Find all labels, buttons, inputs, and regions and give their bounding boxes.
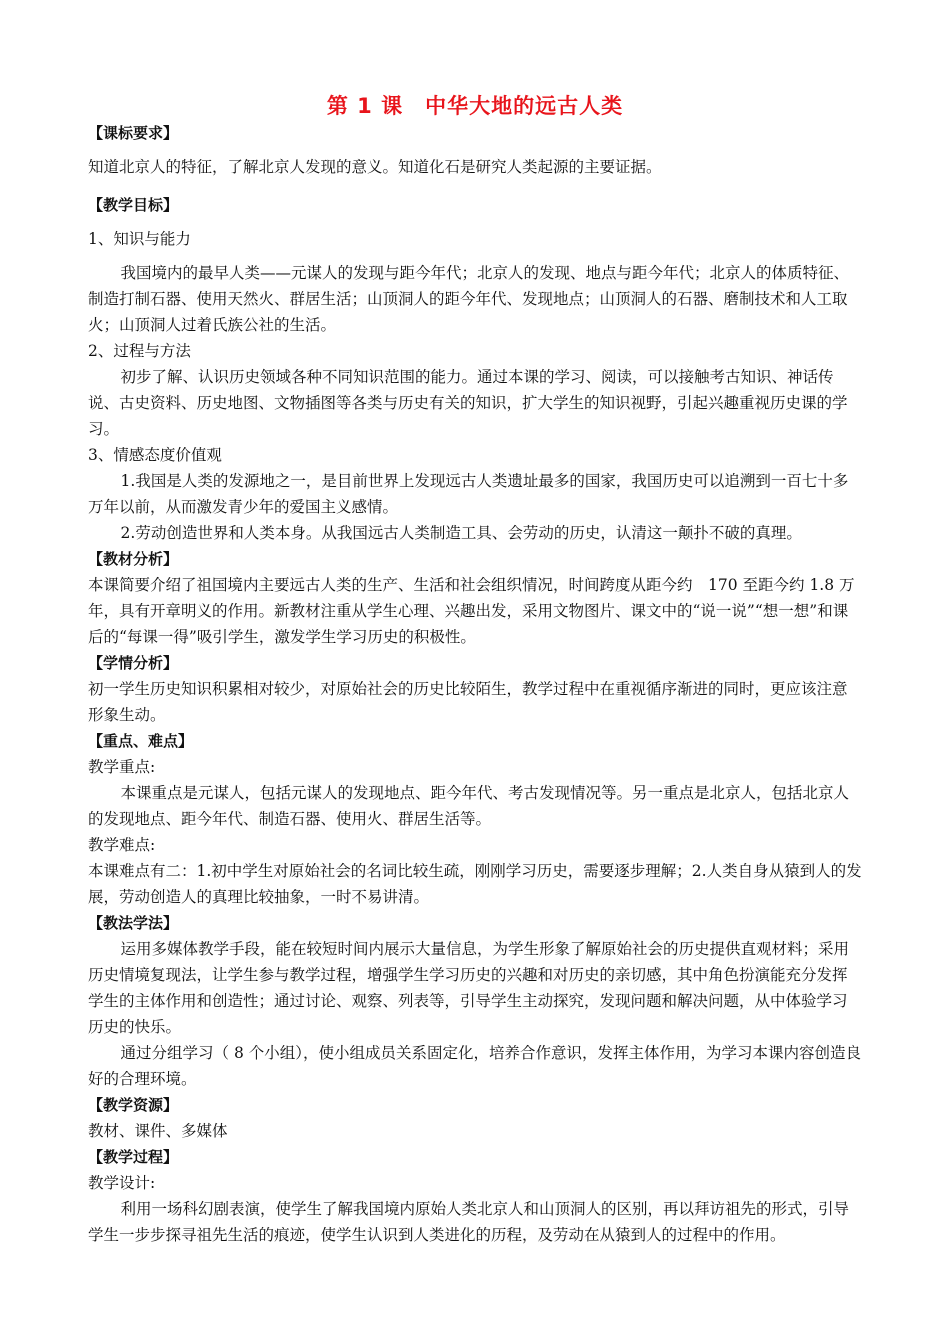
document-body [88, 120, 862, 1248]
mubiao-knowledge-text: 我国境内的最早人类——元谋人的发现与距今年代；北京人的发现、地点与距今年代；北京人的体质特征、制造打制石器、使用天然火、群居生活；山顶洞人的距今年代、发现地点；山顶洞人的石器、磨制技术和人工取火；山顶洞人过着氏族公社的生活。 [88, 264, 850, 334]
section-heading-jiaocai: 【教材分析】 [88, 550, 179, 568]
kebiao-text: 知道北京人的特征，了解北京人发现的意义。知道化石是研究人类起源的主要证据。 [88, 158, 662, 176]
xueqing-text: 初一学生历史知识积累相对较少，对原始社会的历史比较陌生，教学过程中在重视循序渐进的同时，更应该注意形象生动。 [88, 680, 848, 724]
jiaofa-text-1: 运用多媒体教学手段，能在较短时间内展示大量信息，为学生形象了解原始社会的历史提供直观材料；采用历史情境复现法，让学生参与教学过程，增强学生学习历史的兴趣和对历史的亲切感，其中角色扮演能充分发挥学生的主体作用和创造性；通过讨论、观察、列表等，引导学生主动探究，发现问题和解决问题，从中体验学习历史的快乐。 [88, 940, 850, 1036]
mubiao-sub-attitude: 3、情感态度价值观 [88, 446, 222, 464]
ziyuan-text: 教材、课件、多媒体 [88, 1122, 228, 1140]
document-title: 第 1 课 中华大地的远古人类 [326, 94, 624, 118]
jiaofa-text-2: 通过分组学习（ 8 个小组），使小组成员关系固定化，培养合作意识，发挥主体作用，为学习本课内容创造良好的合理环境。 [88, 1044, 862, 1088]
section-heading-xueqing: 【学情分析】 [88, 654, 179, 672]
mubiao-process-text: 初步了解、认识历史领域各种不同知识范围的能力。通过本课的学习、阅读，可以接触考古知识、神话传说、古史资料、历史地图、文物插图等各类与历史有关的知识，扩大学生的知识视野，引起兴趣重视历史课的学习。 [88, 368, 848, 438]
jiaocai-text: 本课简要介绍了祖国境内主要远古人类的生产、生活和社会组织情况，时间跨度从距今约 170 至距今约 1.8 万年，具有开章明义的作用。新教材注重从学生心理、兴趣出发，采用文物图片、课文中的“说一说”“想一想”和课后的“每课一得”吸引学生，激发学生学习历史的积极性。 [88, 576, 855, 646]
zhongdian-label-difficult: 教学难点: [88, 836, 156, 854]
section-heading-guocheng: 【教学过程】 [88, 1148, 179, 1166]
mubiao-sub-process: 2、过程与方法 [88, 342, 191, 360]
guocheng-text: 利用一场科幻剧表演，使学生了解我国境内原始人类北京人和山顶洞人的区别，再以拜访祖先的形式，引导学生一步步探寻祖先生活的痕迹，使学生认识到人类进化的历程，及劳动在从猿到人的过程中的作用。 [88, 1200, 850, 1244]
section-heading-ziyuan: 【教学资源】 [88, 1096, 179, 1114]
zhongdian-label-key: 教学重点: [88, 758, 156, 776]
mubiao-attitude-item-1: 1.我国是人类的发源地之一，是目前世界上发现远古人类遗址最多的国家，我国历史可以追溯到一百七十多万年以前，从而激发青少年的爱国主义感情。 [88, 472, 849, 516]
section-heading-kebiao: 【课标要求】 [88, 124, 179, 142]
guocheng-label: 教学设计: [88, 1174, 156, 1192]
zhongdian-difficult-text: 本课难点有二：1.初中学生对原始社会的名词比较生疏，刚刚学习历史，需要逐步理解；2.人类自身从猿到人的发展，劳动创造人的真理比较抽象，一时不易讲清。 [88, 862, 862, 906]
section-heading-zhongdian: 【重点、难点】 [88, 732, 194, 750]
mubiao-attitude-item-2: 2.劳动创造世界和人类本身。从我国远古人类制造工具、会劳动的历史，认清这一颠扑不破的真理。 [120, 524, 802, 542]
section-heading-jiaofa: 【教法学法】 [88, 914, 179, 932]
zhongdian-key-text: 本课重点是元谋人，包括元谋人的发现地点、距今年代、考古发现情况等。另一重点是北京人，包括北京人的发现地点、距今年代、制造石器、使用火、群居生活等。 [88, 784, 850, 828]
section-heading-mubiao: 【教学目标】 [88, 196, 179, 214]
mubiao-sub-knowledge: 1、知识与能力 [88, 230, 191, 248]
